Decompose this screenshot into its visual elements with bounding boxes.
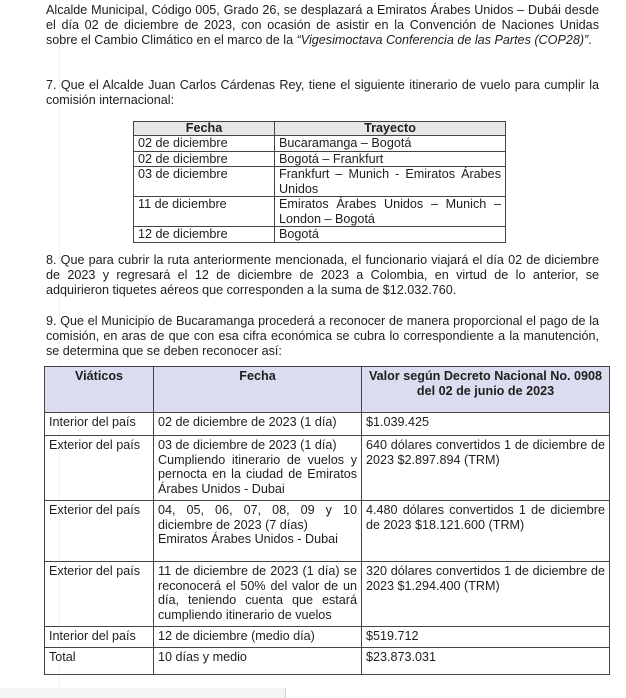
itinerary-trayecto: Bucaramanga – Bogotá [275, 136, 506, 152]
viaticos-type: Exterior del país [45, 562, 154, 627]
viaticos-row [45, 562, 610, 627]
viaticos-row [45, 413, 610, 436]
paragraph-8: 8. Que para cubrir la ruta anteriormente mencionada, el funcionario viajará el día 02 de diciembre de 2023 y regresará el 12 de diciembre de 2023 a Colombia, en virtud de lo anterior, se adquirieron tiquetes aéreos que corresponden a la suma de $12.032.760. [46, 253, 599, 297]
viaticos-fecha [154, 436, 362, 501]
intro-paragraph [46, 3, 599, 48]
viaticos-row [45, 627, 610, 648]
itinerary-row [134, 197, 506, 227]
itinerary-fecha: 02 de diciembre [134, 151, 275, 167]
cop28-italic-title: “Vigesimoctava Conferencia de las Partes (COP28)” [296, 33, 589, 47]
viaticos-fecha [154, 413, 362, 436]
itinerary-row [134, 167, 506, 197]
fecha-line: 12 de diciembre (medio día) [158, 629, 315, 643]
viaticos-valor: 320 dólares convertidos 1 de diciembre de 2023 $1.294.400 (TRM) [362, 562, 610, 627]
viaticos-fecha [154, 562, 362, 627]
itinerary-row [134, 136, 506, 152]
fecha-line: Emiratos Árabes Unidos - Dubai [158, 532, 338, 546]
fecha-line: 03 de diciembre de 2023 (1 día) [158, 438, 337, 452]
viaticos-valor: $1.039.425 [362, 413, 610, 436]
viaticos-type: Interior del país [45, 627, 154, 648]
fecha-line: 02 de diciembre de 2023 (1 día) [158, 415, 337, 429]
itinerary-row [134, 227, 506, 243]
itinerary-fecha: 02 de diciembre [134, 136, 275, 152]
header-viaticos: Viáticos [45, 367, 154, 413]
fecha-line: 04, 05, 06, 07, 08, 09 y 10 diciembre de 2023 (7 días) [158, 503, 357, 532]
itinerary-trayecto: Frankfurt – Munich - Emiratos Árabes Unidos [275, 167, 506, 197]
paragraph-7: 7. Que el Alcalde Juan Carlos Cárdenas Rey, tiene el siguiente itinerario de vuelo para cumplir la comisión internacional: [46, 78, 599, 107]
total-value: $23.873.031 [362, 648, 610, 675]
viaticos-type: Exterior del país [45, 501, 154, 562]
itinerary-trayecto: Emiratos Árabes Unidos – Munich – London – Bogotá [275, 197, 506, 227]
viaticos-valor: 4.480 dólares convertidos 1 de diciembre de 2023 $18.121.600 (TRM) [362, 501, 610, 562]
intro-end: . [588, 33, 592, 47]
itinerary-fecha: 03 de diciembre [134, 167, 275, 197]
viaticos-fecha [154, 627, 362, 648]
itinerary-header-row [134, 122, 506, 136]
viaticos-table [44, 366, 610, 675]
fecha-line: 11 de diciembre de 2023 (1 día) se reconocerá el 50% del valor de un día, teniendo cuenta que estará cumpliendo itinerario de vuelos [158, 564, 357, 622]
fecha-line: 10 días y medio [158, 650, 247, 664]
itinerary-fecha: 11 de diciembre [134, 197, 275, 227]
itinerary-trayecto: Bogotá – Frankfurt [275, 151, 506, 167]
header-fecha: Fecha [134, 122, 275, 136]
viaticos-header-row [45, 367, 610, 413]
header-valor: Valor según Decreto Nacional No. 0908 del 02 de junio de 2023 [362, 367, 610, 413]
viaticos-row [45, 436, 610, 501]
total-days [154, 648, 362, 675]
itinerary-table [133, 121, 506, 243]
viaticos-valor: $519.712 [362, 627, 610, 648]
total-label: Total [45, 648, 154, 675]
viaticos-type: Exterior del país [45, 436, 154, 501]
viaticos-total-row [45, 648, 610, 675]
viaticos-row [45, 501, 610, 562]
paragraph-9: 9. Que el Municipio de Bucaramanga procederá a reconocer de manera proporcional el pago de la comisión, en aras de que con esa cifra económica se cubra lo correspondiente a la manutención, se determina que se deben reconocer así: [46, 314, 599, 358]
viaticos-fecha [154, 501, 362, 562]
viaticos-valor: 640 dólares convertidos 1 de diciembre de 2023 $2.897.894 (TRM) [362, 436, 610, 501]
fecha-line: Cumpliendo itinerario de vuelos y pernocta en la ciudad de Emiratos Árabes Unidos - Dubai [158, 452, 357, 496]
itinerary-fecha: 12 de diciembre [134, 227, 275, 243]
itinerary-trayecto: Bogotá [275, 227, 506, 243]
header-fecha: Fecha [154, 367, 362, 413]
intro-text: Alcalde Municipal, Código 005, Grado 26, se desplazará a Emiratos Árabes Unidos – Dubái desde el día 02 de diciembre de 2023, con ocasión de asistir en la Convención de Naciones Unidas sobre el Cambio Climático en el marco de la [46, 3, 599, 47]
header-trayecto: Trayecto [275, 122, 506, 136]
itinerary-row [134, 151, 506, 167]
bottom-scan-strip [0, 688, 286, 698]
viaticos-type: Interior del país [45, 413, 154, 436]
